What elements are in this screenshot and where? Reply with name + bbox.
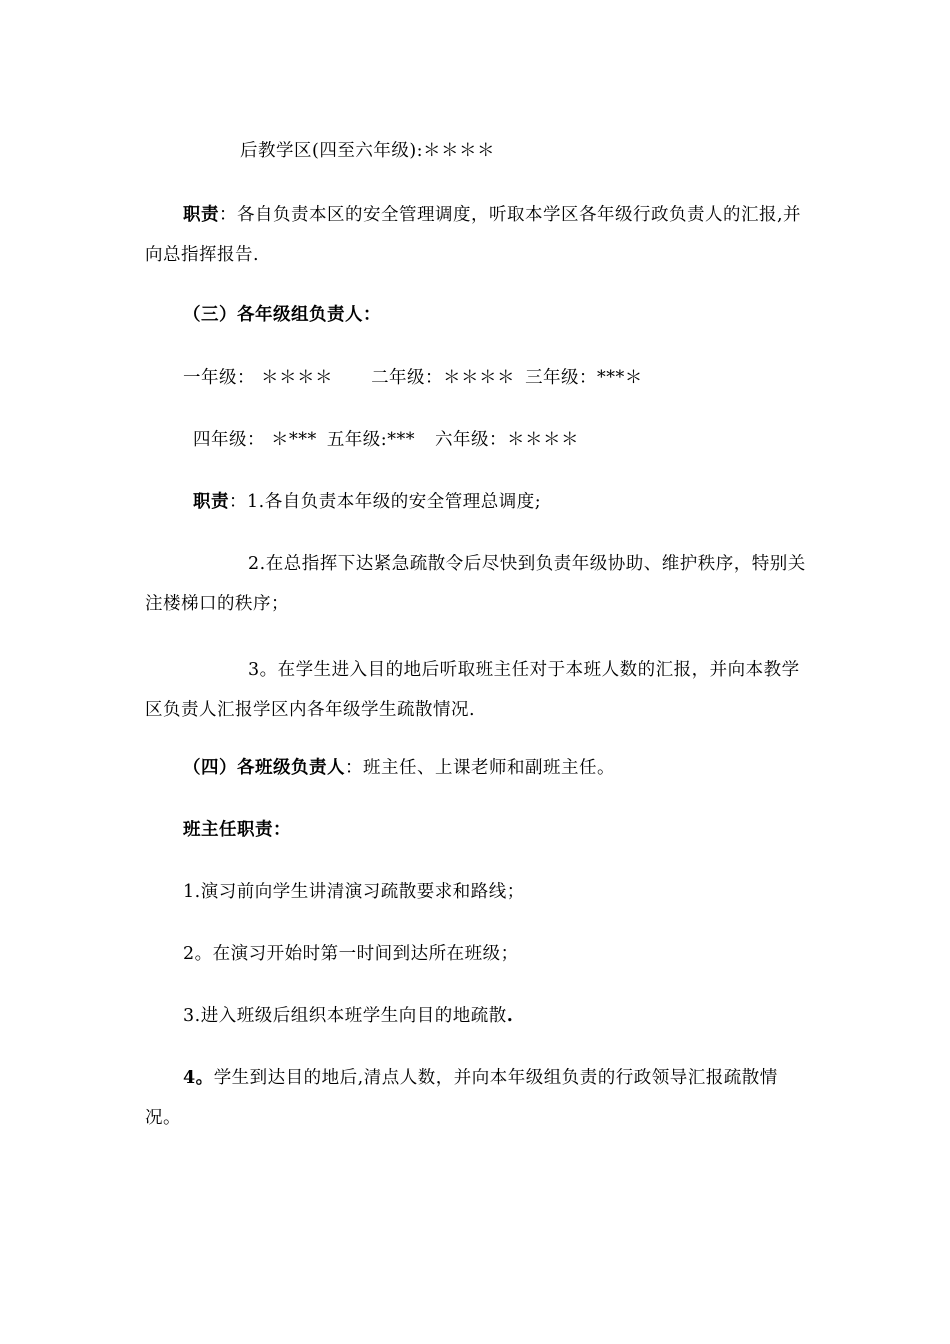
teacher-duty-item-3 <box>183 1004 513 1028</box>
grades-row-2 <box>193 428 579 452</box>
grade-5-leader: 五年级:*** <box>326 430 415 450</box>
rear-area-text: 后教学区(四至六年级):＊＊＊＊ <box>240 141 496 161</box>
area-duty-text: ：各自负责本区的安全管理调度，听取本学区各年级行政负责人的汇报,并向总指挥报告. <box>145 205 802 265</box>
section-4-text: ：班主任、上课老师和副班主任。 <box>345 758 615 778</box>
section-4-heading: （四）各班级负责人 <box>183 758 345 778</box>
duty-label: 职责 <box>183 205 219 225</box>
grade-duty-item-3: 3。在学生进入目的地后听取班主任对于本班人数的汇报，并向本教学区负责人汇报学区内各年级学生疏散情况. <box>145 660 800 720</box>
grade-2-leader: 二年级：＊＊＊＊ <box>371 368 516 388</box>
rear-teaching-area-line <box>240 139 495 163</box>
teacher-duty-item-3-text: 3.进入班级后组织本班学生向目的地疏散 <box>183 1006 507 1026</box>
grade-1-leader: 一年级： ＊＊＊＊ <box>183 368 334 388</box>
teacher-duty-item-2: 2。在演习开始时第一时间到达所在班级； <box>183 944 519 964</box>
section-3-heading: （三）各年级组负责人： <box>183 305 381 325</box>
grade-4-leader: 四年级： ＊*** <box>193 430 317 450</box>
teacher-duty-item-4-number: 4。 <box>183 1068 214 1088</box>
grade-6-leader: 六年级：＊＊＊＊ <box>434 430 579 450</box>
teacher-duty-item-3-end: . <box>506 1006 514 1026</box>
grade-duty-item-1 <box>193 490 541 514</box>
teacher-duty-item-4 <box>145 1058 807 1138</box>
teacher-duty-item-1: 1.演习前向学生讲清演习疏散要求和路线； <box>183 882 525 902</box>
section-4-line <box>183 756 615 780</box>
grade-duty-item-1-text: ：1.各自负责本年级的安全管理总调度; <box>229 492 542 512</box>
grade-3-leader: 三年级：***＊ <box>525 368 643 388</box>
grade-duty-item-2: 2.在总指挥下达紧急疏散令后尽快到负责年级协助、维护秩序，特别关注楼梯口的秩序； <box>145 554 806 614</box>
teacher-duty-item-4-text: 学生到达目的地后,清点人数，并向本年级组负责的行政领导汇报疏散情况。 <box>145 1068 778 1128</box>
grades-row-1 <box>183 366 643 390</box>
area-duty-paragraph <box>145 195 807 275</box>
teacher-duty-heading: 班主任职责： <box>183 820 291 840</box>
grade-duty-label: 职责 <box>193 492 229 512</box>
